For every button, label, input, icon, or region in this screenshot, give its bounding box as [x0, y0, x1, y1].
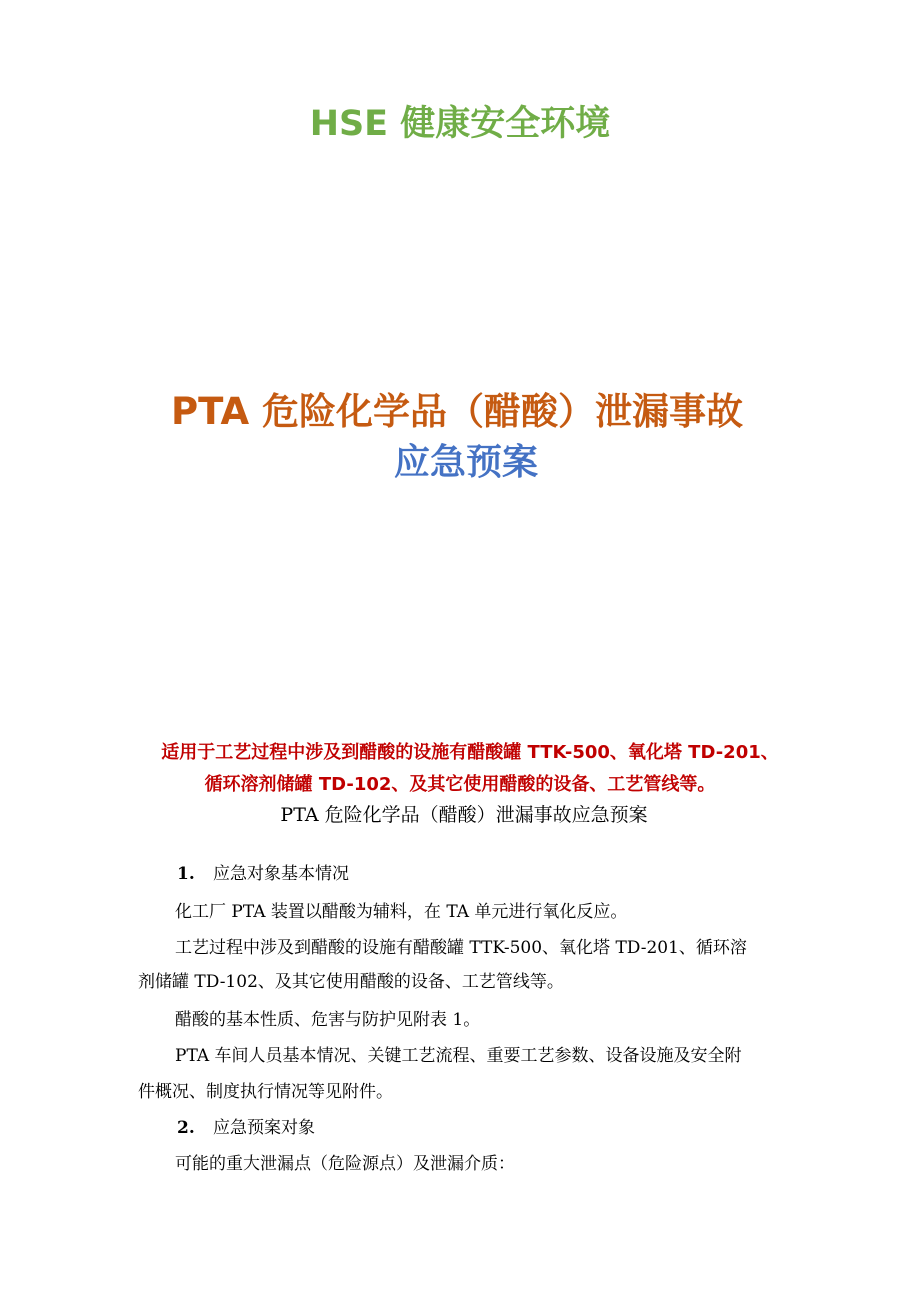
paragraph-1: 化工厂 PTA 装置以醋酸为辅料，在 TA 单元进行氧化反应。 [175, 902, 628, 922]
cover-title-line2: 应急预案 [393, 442, 538, 483]
paragraph-3: 醋酸的基本性质、危害与防护见附表 1。 [175, 1010, 481, 1030]
scope-line1: 适用于工艺过程中涉及到醋酸的设施有醋酸罐 TTK-500、氧化塔 TD-201、 [161, 742, 779, 763]
cover-title-line1: PTA 危险化学品（醋酸）泄漏事故 [171, 390, 743, 433]
paragraph-2-line2: 剂储罐 TD-102、及其它使用醋酸的设备、工艺管线等。 [138, 972, 564, 992]
hse-title: HSE 健康安全环境 [309, 104, 611, 144]
paragraph-2-line1: 工艺过程中涉及到醋酸的设施有醋酸罐 TTK-500、氧化塔 TD-201、循环溶 [175, 938, 747, 958]
section1-title: 应急对象基本情况 [213, 864, 349, 884]
section2-heading [177, 1114, 315, 1142]
paragraph-4-line2: 件概况、制度执行情况等见附件。 [138, 1082, 393, 1102]
section1-heading [177, 860, 349, 888]
scope-line2: 循环溶剂储罐 TD-102、及其它使用醋酸的设备、工艺管线等。 [204, 774, 716, 795]
paragraph-5: 可能的重大泄漏点（危险源点）及泄漏介质： [175, 1154, 515, 1174]
document-heading: PTA 危险化学品（醋酸）泄漏事故应急预案 [280, 804, 648, 826]
section1-number: 1. [177, 864, 195, 884]
section2-number: 2. [177, 1118, 195, 1138]
section2-title: 应急预案对象 [213, 1118, 315, 1138]
paragraph-4-line1: PTA 车间人员基本情况、关键工艺流程、重要工艺参数、设备设施及安全附 [175, 1046, 742, 1066]
